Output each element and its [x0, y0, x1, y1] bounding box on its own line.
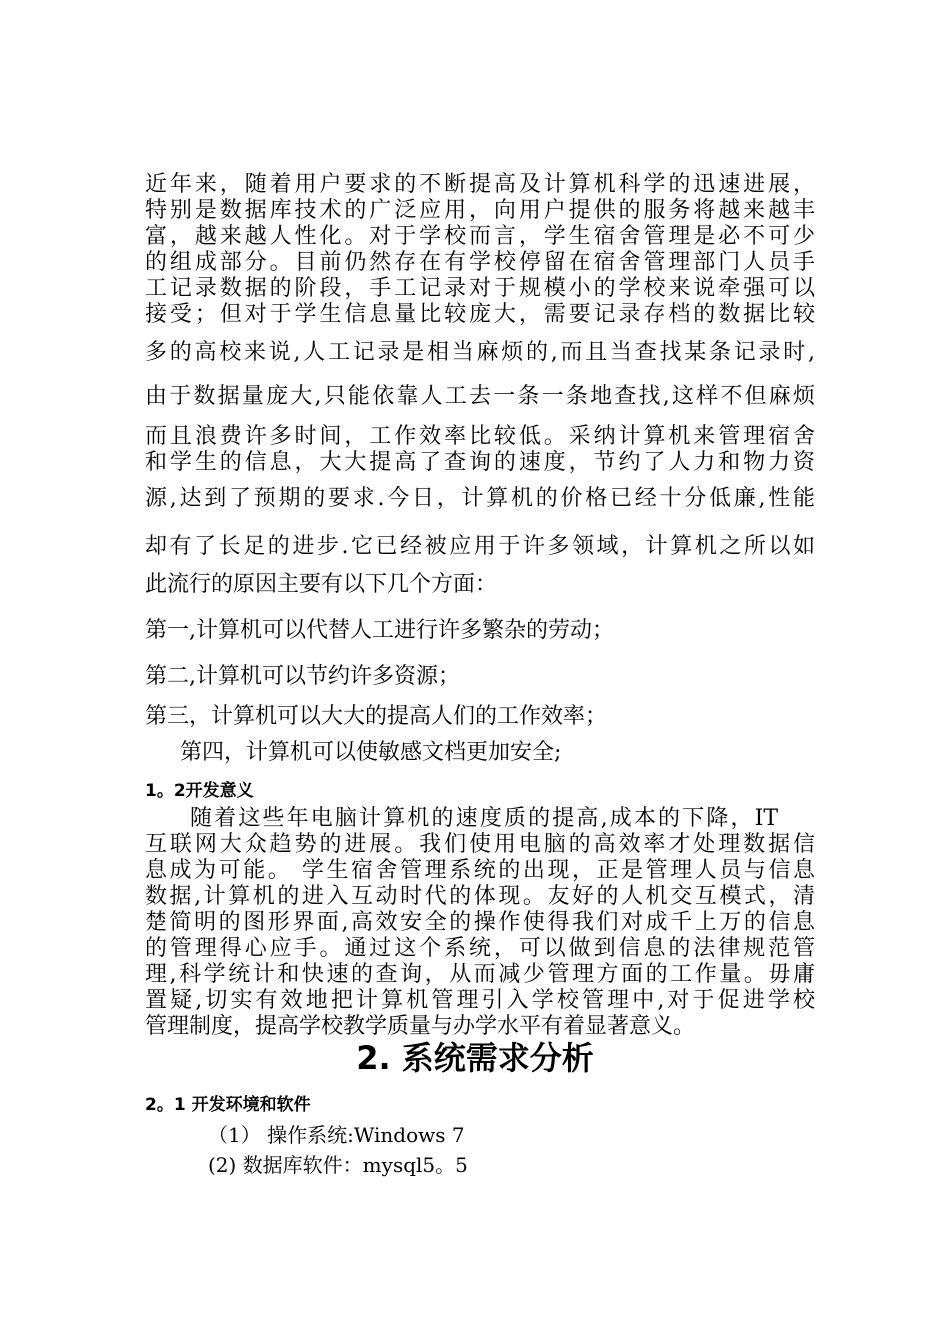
intro-line: 的组成部分。目前仍然存在有学校停留在宿舍管理部门人员手: [145, 250, 815, 275]
intro-point: 第四，计算机可以使敏感文档更加安全;: [180, 740, 562, 765]
env-item-db: (2) 数据库软件：mysql5。5: [208, 1153, 468, 1177]
section-line: 楚简明的图形界面,高效安全的操作使得我们对成千上万的信息: [145, 910, 815, 935]
env-item-os: （1） 操作系统:Windows 7: [208, 1123, 465, 1147]
intro-line: 由于数据量庞大,只能依靠人工去一条一条地查找,这样不但麻烦: [145, 384, 815, 409]
section-line: 理,科学统计和快速的查询，从而减少管理方面的工作量。毋庸: [145, 962, 815, 987]
intro-line: 源,达到了预期的要求.今日，计算机的价格已经十分低廉,性能: [145, 486, 815, 511]
section-line: 数据,计算机的进入互动时代的体现。友好的人机交互模式，清: [145, 884, 815, 909]
intro-line: 却有了长足的进步.它已经被应用于许多领域，计算机之所以如: [145, 534, 815, 559]
intro-line: 近年来，随着用户要求的不断提高及计算机科学的迅速进展，: [145, 172, 815, 197]
intro-line: 和学生的信息，大大提高了查询的速度，节约了人力和物力资: [145, 450, 815, 475]
intro-line: 而且浪费许多时间，工作效率比较低。采纳计算机来管理宿舍: [145, 424, 815, 449]
section-line: 息成为可能。 学生宿舍管理系统的出现，正是管理人员与信息: [145, 858, 815, 883]
section-line: 互联网大众趋势的进展。我们使用电脑的高效率才处理数据信: [145, 832, 815, 857]
intro-line: 此流行的原因主要有以下几个方面：: [145, 572, 498, 597]
chapter-title: 2. 系统需求分析: [356, 1039, 594, 1077]
intro-point: 第二,计算机可以节约许多资源；: [145, 664, 460, 689]
section-line: 管理制度，提高学校教学质量与办学水平有着显著意义。: [145, 1014, 696, 1039]
section-heading: 1。2开发意义: [145, 781, 254, 801]
intro-point: 第一,计算机可以代替人工进行许多繁杂的劳动；: [145, 618, 614, 643]
intro-line: 多的高校来说,人工记录是相当麻烦的,而且当查找某条记录时,: [145, 340, 815, 365]
section-line: 随着这些年电脑计算机的速度质的提高,成本的下降，IT: [190, 806, 778, 831]
intro-line: 特别是数据库技术的广泛应用，向用户提供的服务将越来越丰: [145, 198, 815, 223]
intro-line: 接受；但对于学生信息量比较庞大，需要记录存档的数据比较: [145, 302, 815, 327]
section-line: 的管理得心应手。通过这个系统，可以做到信息的法律规范管: [145, 936, 815, 961]
section-line: 置疑,切实有效地把计算机管理引入学校管理中,对于促进学校: [145, 988, 815, 1013]
intro-line: 富，越来越人性化。对于学校而言，学生宿舍管理是必不可少: [145, 224, 815, 249]
intro-point: 第三，计算机可以大大的提高人们的工作效率；: [145, 704, 608, 729]
section-heading: 2。1 开发环境和软件: [145, 1095, 311, 1115]
intro-line: 工记录数据的阶段，手工记录对于规模小的学校来说牵强可以: [145, 276, 815, 301]
